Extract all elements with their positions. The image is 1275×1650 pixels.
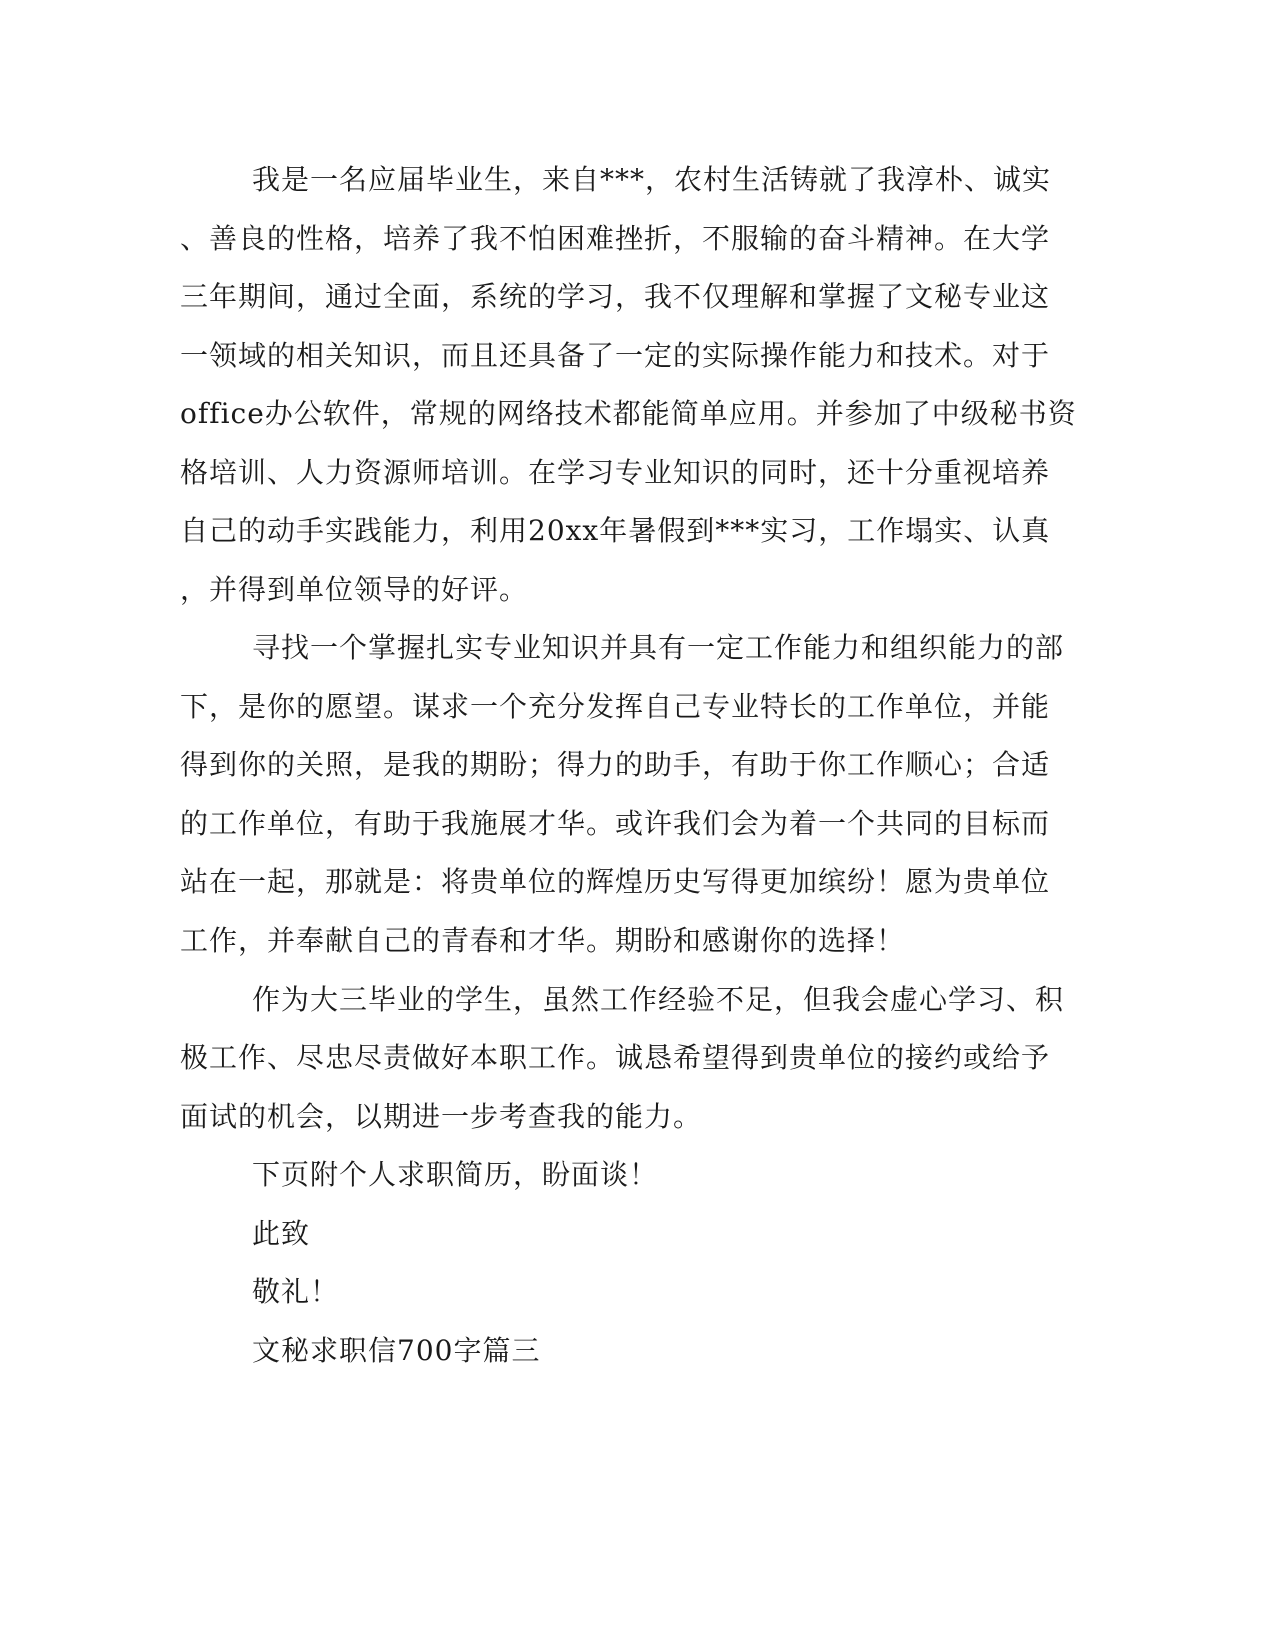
paragraph-2-line-6: 工作，并奉献自己的青春和才华。期盼和感谢你的选择！: [180, 924, 906, 957]
paragraph-3-line-3: 面试的机会，以期进一步考查我的能力。: [180, 1100, 703, 1133]
section-heading: 文秘求职信700字篇三: [252, 1334, 541, 1367]
paragraph-1-line-2: 、善良的性格，培养了我不怕困难挫折，不服输的奋斗精神。在大学: [180, 222, 1051, 255]
paragraph-1-line-7: 自己的动手实践能力，利用20xx年暑假到***实习，工作塌实、认真: [180, 514, 1051, 547]
closing-salutation: 此致: [252, 1217, 311, 1250]
closing-resume-note: 下页附个人求职简历，盼面谈！: [252, 1158, 659, 1191]
paragraph-1-line-4: 一领域的相关知识，而且还具备了一定的实际操作能力和技术。对于: [180, 339, 1051, 372]
paragraph-1-line-1: 我是一名应届毕业生，来自***，农村生活铸就了我淳朴、诚实: [252, 163, 1052, 196]
closing-regards: 敬礼！: [252, 1275, 340, 1308]
paragraph-3-line-2: 极工作、尽忠尽责做好本职工作。诚恳希望得到贵单位的接约或给予: [180, 1041, 1051, 1074]
paragraph-1-line-8: ，并得到单位领导的好评。: [180, 573, 529, 606]
paragraph-2-line-5: 站在一起，那就是：将贵单位的辉煌历史写得更加缤纷！愿为贵单位: [180, 865, 1051, 898]
paragraph-3-line-1: 作为大三毕业的学生，虽然工作经验不足，但我会虚心学习、积: [252, 983, 1065, 1016]
paragraph-1-line-5: office办公软件，常规的网络技术都能简单应用。并参加了中级秘书资: [180, 397, 1077, 430]
paragraph-2-line-3: 得到你的关照，是我的期盼；得力的助手，有助于你工作顺心；合适: [180, 748, 1051, 781]
paragraph-1-line-6: 格培训、人力资源师培训。在学习专业知识的同时，还十分重视培养: [180, 456, 1051, 489]
paragraph-2-line-1: 寻找一个掌握扎实专业知识并具有一定工作能力和组织能力的部: [252, 631, 1065, 664]
paragraph-2-line-4: 的工作单位，有助于我施展才华。或许我们会为着一个共同的目标而: [180, 807, 1051, 840]
paragraph-1-line-3: 三年期间，通过全面，系统的学习，我不仅理解和掌握了文秘专业这: [180, 280, 1051, 313]
paragraph-2-line-2: 下，是你的愿望。谋求一个充分发挥自己专业特长的工作单位，并能: [180, 690, 1051, 723]
